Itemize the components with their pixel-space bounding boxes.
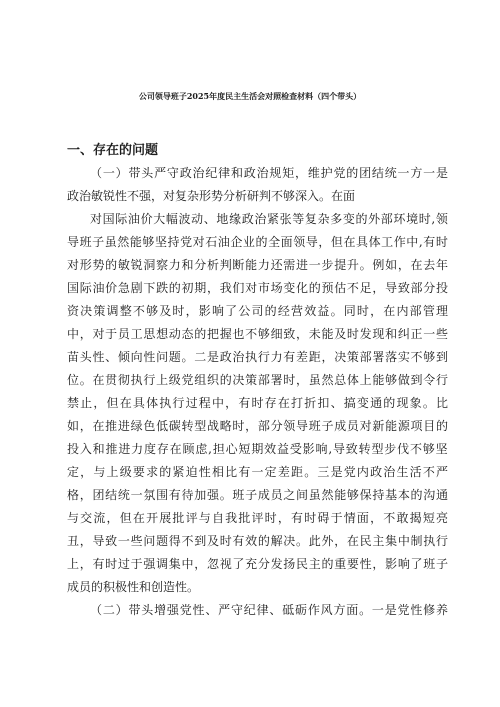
body-line: 国际油价急剧下跌的初期，我们对市场变化的预估不足，导致部分投 bbox=[67, 281, 449, 295]
body-line: 如，在推进绿色低碳转型战略时，部分领导班子成员对新能源项目的 bbox=[67, 419, 449, 433]
body-line: （一）带头严守政治纪律和政治规矩，维护党的团结统一方一是 bbox=[90, 166, 449, 180]
body-line: 政治敏锐性不强，对复杂形势分析研判不够深入。在面 bbox=[67, 189, 356, 203]
body-line: 中，对于员工思想动态的把握也不够细致，未能及时发现和纠正一些 bbox=[67, 327, 449, 341]
body-line: 成员的积极性和创造性。 bbox=[67, 580, 200, 594]
body-line: 格，团结统一氛围有待加强。班子成员之间虽然能够保持基本的沟通 bbox=[67, 488, 449, 502]
body-line: 上，有时过于强调集中，忽视了充分发扬民主的重要性，影响了班子 bbox=[67, 557, 449, 571]
body-line: （二）带头增强党性、严守纪律、砥砺作风方面。一是党性修养 bbox=[90, 603, 449, 617]
body-line: 资决策调整不够及时，影响了公司的经营效益。同时，在内部管理 bbox=[67, 304, 450, 318]
body-line: 对国际油价大幅波动、地缘政治紧张等复杂多变的外部环境时,领 bbox=[90, 212, 449, 226]
body-line: 定，与上级要求的紧迫性相比有一定差距。三是党内政治生活不严 bbox=[67, 465, 450, 479]
body-line: 与交流，但在开展批评与自我批评时，有时碍于情面，不敢揭短亮 bbox=[67, 511, 450, 525]
body-line: 导班子虽然能够坚持党对石油企业的全面领导，但在具体工作中,有时 bbox=[67, 235, 449, 249]
body-line: 苗头性、倾向性问题。二是政治执行力有差距，决策部署落实不够到 bbox=[67, 350, 449, 364]
body-line: 丑，导致一些问题得不到及时有效的解决。此外，在民主集中制执行 bbox=[67, 534, 449, 548]
body-line: 投入和推进力度存在顾虑,担心短期效益受影响,导致转型步伐不够坚 bbox=[67, 442, 449, 456]
body-line: 位。在贯彻执行上级党组织的决策部署时，虽然总体上能够做到令行 bbox=[67, 373, 449, 387]
body-line: 禁止，但在具体执行过程中，有时存在打折扣、搞变通的现象。比 bbox=[67, 396, 450, 410]
section-heading: 一、存在的问题 bbox=[67, 143, 159, 158]
body-line: 对形势的敏锐洞察力和分析判断能力还需进一步提升。例如，在去年 bbox=[67, 258, 449, 272]
document-title: 公司领导班子2025年度民主生活会对照检查材料（四个带头） bbox=[138, 91, 362, 101]
